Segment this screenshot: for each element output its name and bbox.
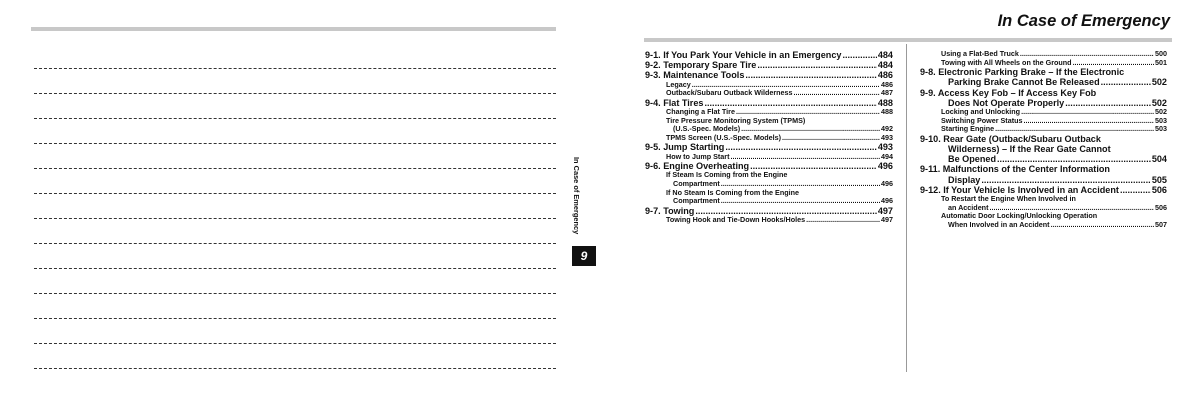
toc-subsection-entry[interactable] <box>920 59 1167 68</box>
toc-subsection-entry[interactable] <box>920 125 1167 134</box>
toc-entry-label: Be Opened <box>948 154 997 165</box>
dot-leader <box>806 216 880 225</box>
toc-subsection-entry[interactable] <box>645 189 893 206</box>
toc-page-number: 492 <box>881 124 893 134</box>
toc-entry-label: 9-12. If Your Vehicle Is Involved in an Accident <box>920 184 1119 195</box>
note-line <box>34 118 556 119</box>
toc-page-number: 503 <box>1155 115 1167 125</box>
toc-column-1 <box>645 50 893 225</box>
toc-page-number: 496 <box>881 196 893 206</box>
toc-page-number: 494 <box>881 151 893 161</box>
toc-page-number: 486 <box>877 70 893 81</box>
toc-page-number: 500 <box>1155 49 1167 58</box>
toc-entry-label: Compartment <box>673 178 720 188</box>
toc-entry-label: 9-1. If You Park Your Vehicle in an Emergency <box>645 50 842 60</box>
dot-leader <box>842 50 876 60</box>
toc-subsection-entry[interactable] <box>645 134 893 143</box>
toc-subsection-entry[interactable] <box>645 153 893 162</box>
toc-entry-line: 9-8. Electronic Parking Brake – If the Electronic <box>920 67 1125 78</box>
note-line <box>34 243 556 244</box>
toc-entry-label: How to Jump Start <box>666 151 730 161</box>
note-line <box>34 318 556 319</box>
column-divider <box>906 44 907 372</box>
dot-leader <box>721 197 880 206</box>
dot-leader <box>782 134 880 143</box>
dot-leader <box>794 89 880 98</box>
toc-subsection-entry[interactable] <box>920 212 1167 229</box>
toc-entry-label: an Accident <box>948 202 989 212</box>
toc-entry-line: 9-9. Access Key Fob – If Access Key Fob <box>920 87 1097 98</box>
toc-page-number: 496 <box>881 178 893 188</box>
toc-entry-label: Changing a Flat Tire <box>666 107 735 116</box>
dot-leader <box>1023 117 1154 126</box>
note-line <box>34 368 556 369</box>
dot-leader <box>731 153 881 162</box>
toc-page-number: 502 <box>1151 97 1167 108</box>
dot-leader <box>745 70 876 80</box>
toc-entry-label: Starting Engine <box>941 124 995 134</box>
toc-entry-label: Using a Flat-Bed Truck <box>941 49 1019 58</box>
toc-section-entry[interactable] <box>645 60 893 70</box>
dot-leader <box>1051 221 1154 230</box>
toc-entry-line: If Steam Is Coming from the Engine <box>666 170 788 180</box>
dot-leader <box>997 154 1151 164</box>
toc-page-number: 505 <box>1151 174 1167 185</box>
toc-entry-label: Switching Power Status <box>941 115 1023 125</box>
chapter-tab[interactable] <box>572 246 596 266</box>
toc-section-entry[interactable] <box>645 50 893 60</box>
side-tab-label: In Case of Emergency <box>572 157 581 235</box>
toc-entry-label: 9-7. Towing <box>645 205 695 216</box>
toc-page-number: 493 <box>877 142 893 153</box>
notes-page <box>0 0 590 402</box>
toc-entry-label: 9-3. Maintenance Tools <box>645 70 745 81</box>
toc-page-number: 488 <box>881 107 893 116</box>
toc-entry-label: Legacy <box>666 79 691 89</box>
toc-entry-line: 9-10. Rear Gate (Outback/Subaru Outback <box>920 133 1101 144</box>
toc-page-number: 484 <box>877 50 893 60</box>
note-line <box>34 168 556 169</box>
toc-entry-label: Towing Hook and Tie-Down Hooks/Holes <box>666 214 806 224</box>
toc-page-number: 487 <box>881 88 893 98</box>
note-line <box>34 193 556 194</box>
contents-page <box>600 0 1200 402</box>
toc-page-number: 506 <box>1155 202 1167 212</box>
note-line <box>34 68 556 69</box>
toc-entry-label: Outback/Subaru Outback Wilderness <box>666 88 793 98</box>
toc-subsection-entry[interactable] <box>645 216 893 225</box>
dot-leader <box>1065 98 1151 108</box>
toc-column-2 <box>920 50 1167 229</box>
toc-section-entry[interactable] <box>920 67 1167 87</box>
toc-page-number: 496 <box>877 161 893 172</box>
toc-entry-line: If No Steam Is Coming from the Engine <box>666 187 799 197</box>
toc-entry-line: Wilderness) – If the Rear Gate Cannot <box>948 143 1111 154</box>
dot-leader <box>1073 59 1154 68</box>
dot-leader <box>981 175 1150 185</box>
toc-subsection-entry[interactable] <box>645 89 893 98</box>
toc-page-number: 486 <box>881 79 893 89</box>
section-title: In Case of Emergency <box>997 12 1170 30</box>
toc-section-entry[interactable] <box>920 134 1167 165</box>
toc-page-number: 503 <box>1155 124 1167 134</box>
toc-page-number: 501 <box>1155 57 1167 67</box>
toc-entry-label: 9-2. Temporary Spare Tire <box>645 60 757 71</box>
toc-entry-line: 9-11. Malfunctions of the Center Information <box>920 164 1110 175</box>
dot-leader <box>1120 185 1151 195</box>
note-line <box>34 293 556 294</box>
toc-entry-label: 9-4. Flat Tires <box>645 97 704 108</box>
dot-leader <box>1101 77 1151 87</box>
toc-entry-line: To Restart the Engine When Involved in <box>941 194 1076 203</box>
toc-page-number: 493 <box>881 132 893 142</box>
toc-page-number: 497 <box>877 205 893 216</box>
toc-entry-label: TPMS Screen (U.S.-Spec. Models) <box>666 132 782 142</box>
toc-subsection-entry[interactable] <box>920 195 1167 212</box>
note-line <box>34 343 556 344</box>
dot-leader <box>725 142 876 152</box>
top-rule <box>644 38 1172 42</box>
toc-page-number: 484 <box>877 60 893 71</box>
toc-entry-label: Towing with All Wheels on the Ground <box>941 57 1072 67</box>
note-line <box>34 143 556 144</box>
top-rule <box>31 27 556 31</box>
toc-section-entry[interactable] <box>920 88 1167 108</box>
chapter-number: 9 <box>580 249 588 263</box>
toc-entry-label: 9-6. Engine Overheating <box>645 161 750 172</box>
toc-page-number: 506 <box>1151 184 1167 195</box>
toc-subsection-entry[interactable] <box>645 171 893 188</box>
note-line <box>34 218 556 219</box>
toc-entry-label: When Involved in an Accident <box>948 219 1050 229</box>
toc-page-number: 504 <box>1151 154 1167 165</box>
toc-entry-label: Locking and Unlocking <box>941 107 1021 116</box>
toc-entry-label: Compartment <box>673 196 720 206</box>
dot-leader <box>1021 108 1154 117</box>
toc-entry-line: Automatic Door Locking/Unlocking Operation <box>941 211 1098 221</box>
toc-subsection-entry[interactable] <box>645 117 893 134</box>
toc-entry-label: Parking Brake Cannot Be Released <box>948 77 1100 88</box>
toc-entry-label: (U.S.-Spec. Models) <box>673 124 741 134</box>
note-line <box>34 268 556 269</box>
toc-page-number: 497 <box>881 214 893 224</box>
dot-leader <box>757 60 876 70</box>
toc-entry-label: Does Not Operate Properly <box>948 97 1065 108</box>
toc-page-number: 507 <box>1155 219 1167 229</box>
toc-entry-line: Tire Pressure Monitoring System (TPMS) <box>666 115 806 125</box>
note-line <box>34 93 556 94</box>
dot-leader <box>995 125 1154 134</box>
toc-section-entry[interactable] <box>920 164 1167 184</box>
toc-entry-label: 9-5. Jump Starting <box>645 142 725 153</box>
toc-page-number: 502 <box>1155 107 1167 116</box>
toc-entry-label: Display <box>948 174 981 185</box>
toc-page-number: 488 <box>877 97 893 108</box>
toc-page-number: 502 <box>1151 77 1167 88</box>
